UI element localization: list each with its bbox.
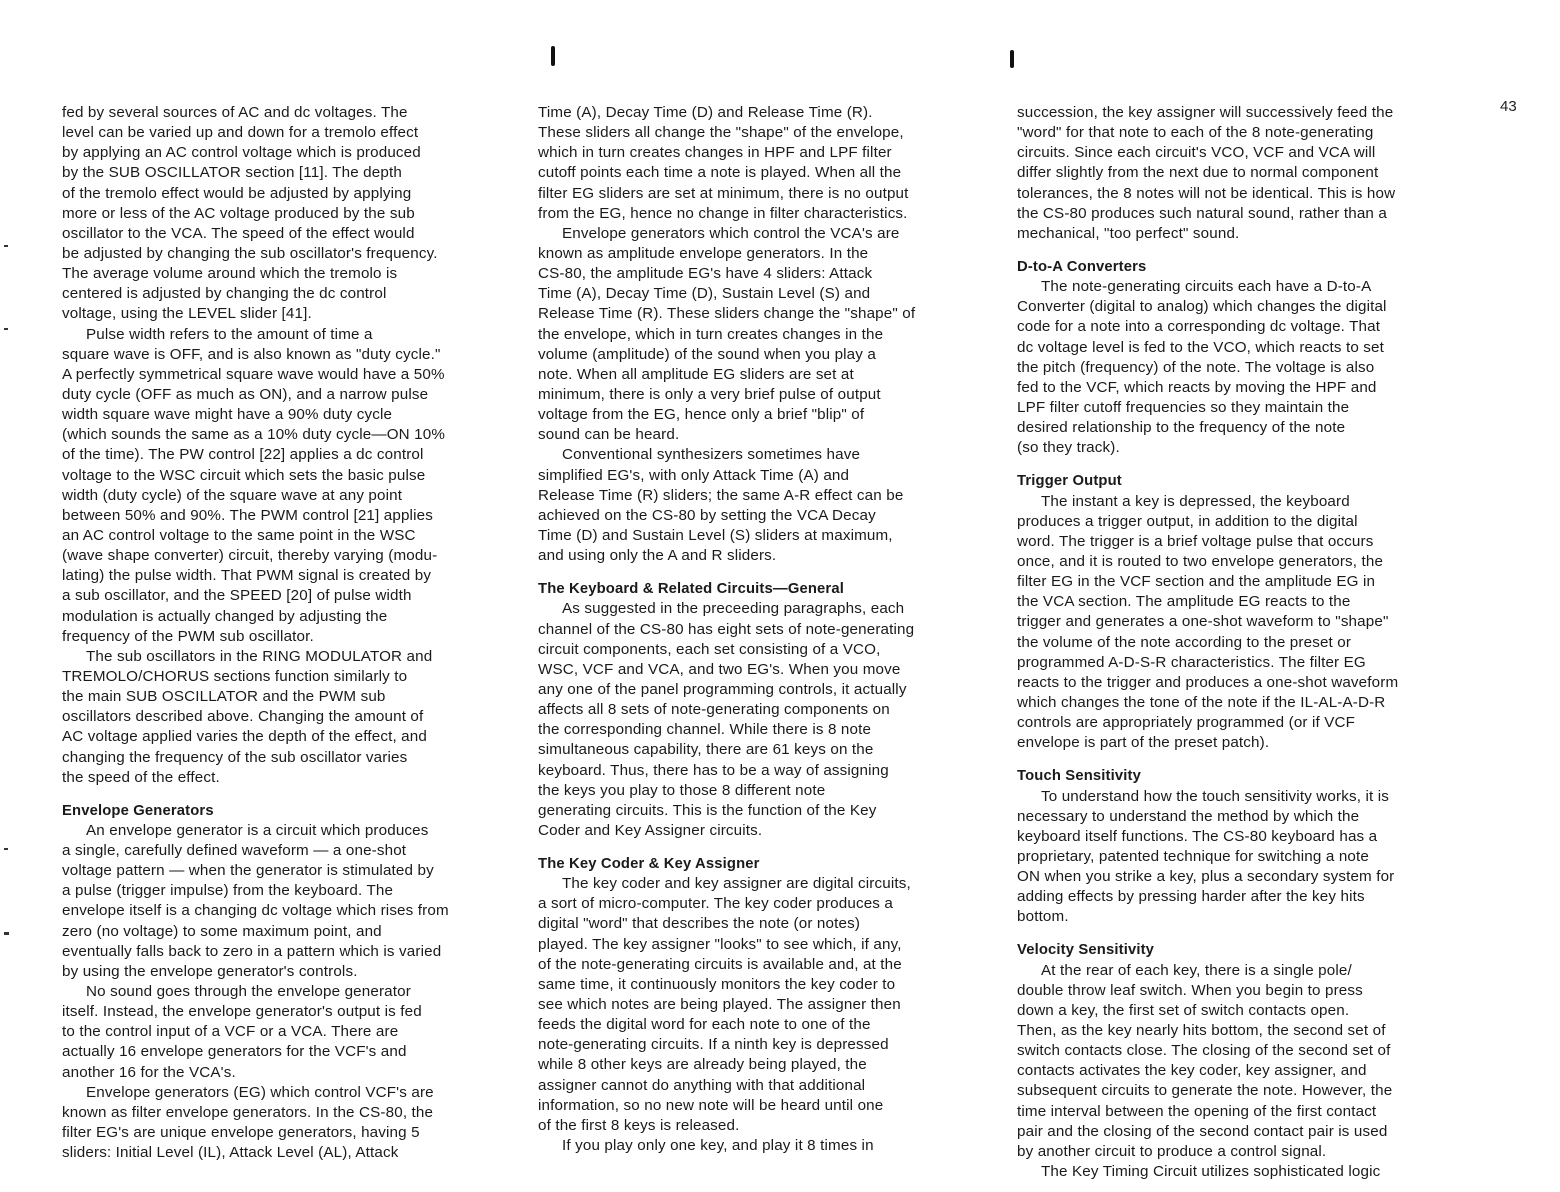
text-line: The key coder and key assigner are digital circuits, — [562, 875, 911, 893]
text-line: simultaneous capability, there are 61 keys on the — [538, 741, 874, 759]
text-line: another 16 for the VCA's. — [62, 1063, 236, 1081]
text-line: fed by several sources of AC and dc voltages. The — [62, 104, 408, 121]
text-line: which in turn creates changes in HPF and LPF filter — [538, 144, 892, 162]
text-line: code for a note into a corresponding dc voltage. That — [1017, 318, 1381, 336]
section-gap — [1017, 927, 1472, 940]
text-line: circuits. Since each circuit's VCO, VCF and VCA will — [1017, 144, 1376, 162]
text-line: by applying an AC control voltage which is produced — [62, 144, 421, 162]
text-line: If you play only one key, and play it 8 times in — [562, 1137, 874, 1155]
text-line: any one of the panel programming controls, it actually — [538, 680, 907, 698]
text-line: an AC control voltage to the same point in the WSC — [62, 526, 416, 544]
text-line: voltage from the EG, hence only a brief "blip" of — [538, 406, 865, 424]
text-line: of the time). The PW control [22] applies a dc control — [62, 446, 424, 464]
text-line: ON when you strike a key, plus a secondary system for — [1017, 868, 1395, 886]
section-heading: The Key Coder & Key Assigner — [538, 856, 760, 873]
text-line: circuit components, each set consisting of a VCO, — [538, 640, 881, 658]
text-line: These sliders all change the "shape" of the envelope, — [538, 124, 904, 142]
text-line: oscillator to the VCA. The speed of the effect would — [62, 224, 415, 242]
text-line: voltage to the WSC circuit which sets the basic pulse — [62, 466, 426, 484]
text-line: note-generating circuits. If a ninth key is depressed — [538, 1036, 889, 1054]
text-line: changing the frequency of the sub oscillator varies — [62, 748, 408, 766]
text-line: a sort of micro-computer. The key coder produces a — [538, 895, 894, 913]
text-line: No sound goes through the envelope generator — [86, 983, 411, 1001]
text-line: note. When all amplitude EG sliders are set at — [538, 365, 854, 383]
text-line: contacts activates the key coder, key assigner, and — [1017, 1062, 1367, 1080]
text-line: mechanical, "too perfect" sound. — [1017, 224, 1240, 242]
scan-edge-mark — [4, 932, 9, 935]
text-line: word. The trigger is a brief voltage pulse that occurs — [1017, 532, 1374, 550]
text-line: actually 16 envelope generators for the VCF's and — [62, 1043, 407, 1061]
text-line: width (duty cycle) of the square wave at any point — [62, 486, 403, 504]
text-line: sliders: Initial Level (IL), Attack Level (AL), Attack — [62, 1144, 399, 1162]
text-line: digital "word" that describes the note (or notes) — [538, 915, 861, 933]
text-line: CS-80, the amplitude EG's have 4 sliders: Attack — [538, 265, 873, 283]
text-line: At the rear of each key, there is a single pole/ — [1041, 961, 1352, 979]
text-line: oscillators described above. Changing the amount of — [62, 708, 424, 726]
text-line: centered is adjusted by changing the dc control — [62, 285, 387, 303]
text-line: trigger and generates a one-shot waveform to "shape" — [1017, 613, 1389, 631]
text-line: "word" for that note to each of the 8 note-generating — [1017, 124, 1374, 142]
section-gap — [538, 841, 988, 854]
text-line: by the SUB OSCILLATOR section [11]. The depth — [62, 164, 402, 182]
text-line: produces a trigger output, in addition to the digital — [1017, 512, 1358, 530]
text-line: WSC, VCF and VCA, and two EG's. When you move — [538, 660, 901, 678]
text-line: level can be varied up and down for a tremolo effect — [62, 124, 419, 142]
text-line: Then, as the key nearly hits bottom, the second set of — [1017, 1022, 1386, 1040]
text-line: (which sounds the same as a 10% duty cycle—ON 10% — [62, 426, 445, 444]
text-line: width square wave might have a 90% duty cycle — [62, 406, 393, 424]
text-line: AC voltage applied varies the depth of the effect, and — [62, 728, 427, 746]
text-line: The note-generating circuits each have a D-to-A — [1041, 278, 1372, 296]
text-line: An envelope generator is a circuit which produces — [86, 821, 429, 839]
section-gap — [1017, 753, 1472, 766]
text-line: voltage pattern — when the generator is stimulated by — [62, 862, 434, 880]
text-line: To understand how the touch sensitivity works, it is — [1041, 787, 1389, 805]
text-line: of the tremolo effect would be adjusted by applying — [62, 184, 412, 202]
text-line: fed to the VCF, which reacts by moving the HPF and — [1017, 378, 1377, 396]
text-line: the corresponding channel. While there is 8 note — [538, 721, 872, 739]
section-heading: D-to-A Converters — [1017, 258, 1147, 275]
text-line: the main SUB OSCILLATOR and the PWM sub — [62, 688, 386, 706]
text-line: TREMOLO/CHORUS sections function similarly to — [62, 667, 408, 685]
text-line: controls are appropriately programmed (or if VCF — [1017, 714, 1356, 732]
text-line: filter EG in the VCF section and the amplitude EG in — [1017, 573, 1376, 591]
section-heading: Touch Sensitivity — [1017, 768, 1141, 785]
text-line: Time (D) and Sustain Level (S) sliders at maximum, — [538, 526, 893, 544]
section-gap — [538, 566, 988, 579]
section-gap — [1017, 458, 1472, 471]
text-line: Envelope generators (EG) which control VCF's are — [86, 1083, 434, 1101]
text-line: a sub oscillator, and the SPEED [20] of pulse width — [62, 587, 412, 605]
text-line: between 50% and 90%. The PWM control [21] applies — [62, 506, 433, 524]
text-line: of the first 8 keys is released. — [538, 1116, 740, 1134]
text-line: and using only the A and R sliders. — [538, 547, 777, 565]
text-line: bottom. — [1017, 908, 1069, 926]
text-line: Converter (digital to analog) which changes the digital — [1017, 298, 1387, 316]
text-line: feeds the digital word for each note to one of the — [538, 1016, 871, 1034]
text-line: once, and it is routed to two envelope generators, the — [1017, 552, 1384, 570]
text-line: volume (amplitude) of the sound when you play a — [538, 345, 876, 363]
text-line: Coder and Key Assigner circuits. — [538, 821, 763, 839]
text-column-1 — [62, 103, 512, 1163]
text-line: programmed A-D-S-R characteristics. The filter EG — [1017, 653, 1366, 671]
text-line: Release Time (R) sliders; the same A-R effect can be — [538, 486, 904, 504]
section-gap — [62, 788, 512, 801]
page-number: 43 — [1500, 98, 1517, 115]
text-line: The instant a key is depressed, the keyboard — [1041, 492, 1350, 510]
text-line: from the EG, hence no change in filter characteristics. — [538, 204, 908, 222]
text-line: affects all 8 sets of note-generating components on — [538, 701, 890, 719]
text-line: a single, carefully defined waveform — a one-shot — [62, 842, 407, 860]
text-line: see which notes are being played. The assigner then — [538, 996, 901, 1014]
text-line: the keys you play to those 8 different note — [538, 781, 826, 799]
text-line: proprietary, patented technique for switching a note — [1017, 847, 1369, 865]
text-line: time interval between the opening of the first contact — [1017, 1102, 1377, 1120]
text-line: Time (A), Decay Time (D), Sustain Level (S) and — [538, 285, 871, 303]
text-line: a pulse (trigger impulse) from the keyboard. The — [62, 882, 394, 900]
section-heading: Envelope Generators — [62, 802, 214, 819]
text-line: Envelope generators which control the VCA's are — [562, 224, 900, 242]
text-line: while 8 other keys are already being played, the — [538, 1056, 867, 1074]
text-line: envelope is part of the preset patch). — [1017, 734, 1270, 752]
section-gap — [1017, 244, 1472, 257]
text-line: same time, it continuously monitors the key coder to — [538, 975, 896, 993]
text-line: generating circuits. This is the function of the Key — [538, 801, 877, 819]
text-line: the VCA section. The amplitude EG reacts to the — [1017, 593, 1351, 611]
text-line: tolerances, the 8 notes will not be identical. This is how — [1017, 184, 1396, 202]
text-line: necessary to understand the method by which the — [1017, 807, 1360, 825]
text-line: by using the envelope generator's controls. — [62, 962, 358, 980]
text-line: The Key Timing Circuit utilizes sophisticated logic — [1041, 1163, 1381, 1181]
text-column-3 — [1017, 103, 1472, 1182]
text-line: switch contacts close. The closing of the second set of — [1017, 1042, 1391, 1060]
text-line: adding effects by pressing harder after the key hits — [1017, 888, 1365, 906]
text-line: the envelope, which in turn creates changes in the — [538, 325, 884, 343]
text-line: subsequent circuits to generate the note. However, the — [1017, 1082, 1393, 1100]
text-line: double throw leaf switch. When you begin to press — [1017, 981, 1363, 999]
text-line: The average volume around which the tremolo is — [62, 265, 398, 283]
text-line: (wave shape converter) circuit, thereby varying (modu- — [62, 547, 438, 565]
section-heading: The Keyboard & Related Circuits—General — [538, 581, 844, 598]
text-line: The sub oscillators in the RING MODULATOR and — [86, 647, 433, 665]
text-line: known as amplitude envelope generators. In the — [538, 244, 869, 262]
section-heading: Velocity Sensitivity — [1017, 942, 1155, 959]
text-line: As suggested in the preceeding paragraphs, each — [562, 600, 905, 618]
text-line: dc voltage level is fed to the VCO, which reacts to set — [1017, 338, 1385, 356]
text-line: the speed of the effect. — [62, 768, 220, 786]
text-line: which changes the tone of the note if the IL-AL-A-D-R — [1017, 693, 1386, 711]
text-line: LPF filter cutoff frequencies so they maintain the — [1017, 398, 1350, 416]
text-line: keyboard. Thus, there has to be a way of assigning — [538, 761, 889, 779]
text-line: achieved on the CS-80 by setting the VCA Decay — [538, 506, 876, 524]
text-line: filter EG's are unique envelope generators, having 5 — [62, 1124, 420, 1142]
text-line: the CS-80 produces such natural sound, rather than a — [1017, 204, 1387, 222]
text-line: Conventional synthesizers sometimes have — [562, 446, 861, 464]
text-line: by another circuit to produce a control signal. — [1017, 1142, 1327, 1160]
text-line: to the control input of a VCF or a VCA. There are — [62, 1023, 399, 1041]
text-line: simplified EG's, with only Attack Time (A) and — [538, 466, 850, 484]
text-line: minimum, there is only a very brief pulse of output — [538, 385, 881, 403]
text-line: lating) the pulse width. That PWM signal is created by — [62, 567, 432, 585]
text-line: known as filter envelope generators. In the CS-80, the — [62, 1103, 434, 1121]
text-line: assigner cannot do anything with that additional — [538, 1076, 866, 1094]
binding-hole-mark-left — [551, 46, 555, 66]
text-line: played. The key assigner "looks" to see which, if any, — [538, 935, 902, 953]
text-line: square wave is OFF, and is also known as "duty cycle." — [62, 345, 441, 363]
text-column-2 — [538, 103, 988, 1156]
text-line: be adjusted by changing the sub oscillator's frequency. — [62, 244, 438, 262]
text-line: eventually falls back to zero in a pattern which is varied — [62, 942, 442, 960]
text-line: information, so no new note will be heard until one — [538, 1096, 884, 1114]
scan-edge-mark — [4, 245, 8, 247]
text-line: duty cycle (OFF as much as ON), and a narrow pulse — [62, 385, 429, 403]
text-line: pair and the closing of the second contact pair is used — [1017, 1122, 1388, 1140]
text-line: A perfectly symmetrical square wave would have a 50% — [62, 365, 445, 383]
text-line: voltage, using the LEVEL slider [41]. — [62, 305, 312, 323]
text-line: Pulse width refers to the amount of time a — [86, 325, 373, 343]
text-line: frequency of the PWM sub oscillator. — [62, 627, 314, 645]
text-line: Time (A), Decay Time (D) and Release Time (R). — [538, 104, 873, 121]
text-line: reacts to the trigger and produces a one-shot waveform — [1017, 673, 1399, 691]
text-line: differ slightly from the next due to normal component — [1017, 164, 1379, 182]
text-line: zero (no voltage) to some maximum point, and — [62, 922, 382, 940]
text-line: cutoff points each time a note is played. When all the — [538, 164, 902, 182]
text-line: succession, the key assigner will successively feed the — [1017, 104, 1394, 121]
text-line: envelope itself is a changing dc voltage which rises from — [62, 902, 449, 920]
text-line: the volume of the note according to the preset or — [1017, 633, 1352, 651]
text-line: of the note-generating circuits is available and, at the — [538, 955, 902, 973]
text-line: modulation is actually changed by adjusting the — [62, 607, 388, 625]
text-line: keyboard itself functions. The CS-80 keyboard has a — [1017, 827, 1378, 845]
text-line: filter EG sliders are set at minimum, there is no output — [538, 184, 909, 202]
text-line: sound can be heard. — [538, 426, 680, 444]
text-line: more or less of the AC voltage produced by the sub — [62, 204, 415, 222]
text-line: channel of the CS-80 has eight sets of note-generating — [538, 620, 915, 638]
section-heading: Trigger Output — [1017, 473, 1122, 490]
text-line: down a key, the first set of switch contacts open. — [1017, 1001, 1350, 1019]
text-line: itself. Instead, the envelope generator's output is fed — [62, 1003, 422, 1021]
text-line: (so they track). — [1017, 439, 1120, 457]
text-line: the pitch (frequency) of the note. The voltage is also — [1017, 358, 1375, 376]
text-line: desired relationship to the frequency of the note — [1017, 419, 1346, 437]
binding-hole-mark-right — [1010, 50, 1014, 68]
scan-edge-mark — [4, 328, 8, 330]
scan-edge-mark — [4, 848, 8, 850]
text-line: Release Time (R). These sliders change the "shape" of — [538, 305, 916, 323]
